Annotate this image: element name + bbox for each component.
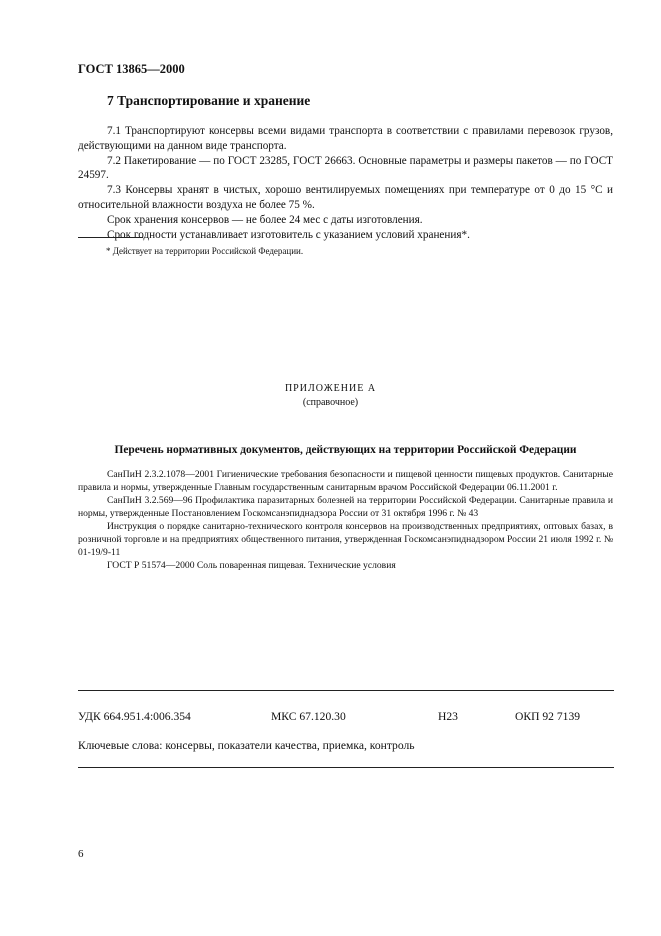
document-header: ГОСТ 13865—2000 <box>78 62 185 76</box>
paragraph-shelf-life: Срок годности устанавливает изготовитель с указанием условий хранения*. <box>107 228 470 241</box>
paragraph-7-1: 7.1 Транспортируют консервы всеми видами транспорта в соответствии с правилами перевозок грузов, действующими на данном виде транспорта. <box>78 125 613 152</box>
okp-code: ОКП 92 7139 <box>515 710 581 723</box>
reference-item: СанПиН 2.3.2.1078—2001 Гигиенические требования безопасности и пищевой ценности пищевых продуктов. Санитарные правила и нормы, утвержденные Главным государственным санитарным врачом Российской Федерации 06.11.2001 г. <box>78 469 613 493</box>
paragraph-7-2: 7.2 Пакетирование — по ГОСТ 23285, ГОСТ 26663. Основные параметры и размеры пакетов — по ГОСТ 24597. <box>78 154 613 182</box>
section-title: 7 Транспортирование и хранение <box>107 93 311 108</box>
paragraph-7-3: 7.3 Консервы хранят в чистых, хорошо вентилируемых помещениях при температуре от 0 до 15 °С и относительной влажности воздуха не более 75 %. <box>78 184 613 211</box>
group-code: Н23 <box>438 710 458 723</box>
bottom-rule <box>78 767 614 768</box>
udk-code: УДК 664.951.4:006.354 <box>78 710 191 723</box>
reference-item: Инструкция о порядке санитарно-технического контроля консервов на производственных предприятиях, оптовых базах, в розничной торговле и на предприятиях общественного питания, утвержденная Госкомсанэпиднадзором России 21 июля 1992 г. № 01-19/9-11 <box>78 521 613 558</box>
appendix-title: Перечень нормативных документов, действующих на территории Российской Федерации <box>114 444 577 456</box>
reference-list <box>78 468 613 572</box>
mks-code: МКС 67.120.30 <box>271 710 346 723</box>
footnote-divider <box>78 237 143 238</box>
page-number: 6 <box>78 848 84 860</box>
footnote: * Действует на территории Российской Федерации. <box>106 246 304 256</box>
paragraph-storage-term: Срок хранения консервов — не более 24 мес с даты изготовления. <box>107 213 423 226</box>
top-rule <box>78 690 614 691</box>
keywords: Ключевые слова: консервы, показатели качества, приемка, контроль <box>78 739 415 752</box>
reference-item: СанПиН 3.2.569—96 Профилактика паразитарных болезней на территории Российской Федерации. Санитарные правила и нормы, утвержденные Постановлением Госкомсанэпиднадзора России от 31 октября 1996 г. № 43 <box>78 495 613 519</box>
reference-item: ГОСТ Р 51574—2000 Соль поваренная пищевая. Технические условия <box>107 560 396 571</box>
section-body <box>78 124 613 242</box>
appendix-label: ПРИЛОЖЕНИЕ А <box>284 383 377 394</box>
appendix-subtitle: (справочное) <box>302 397 359 408</box>
